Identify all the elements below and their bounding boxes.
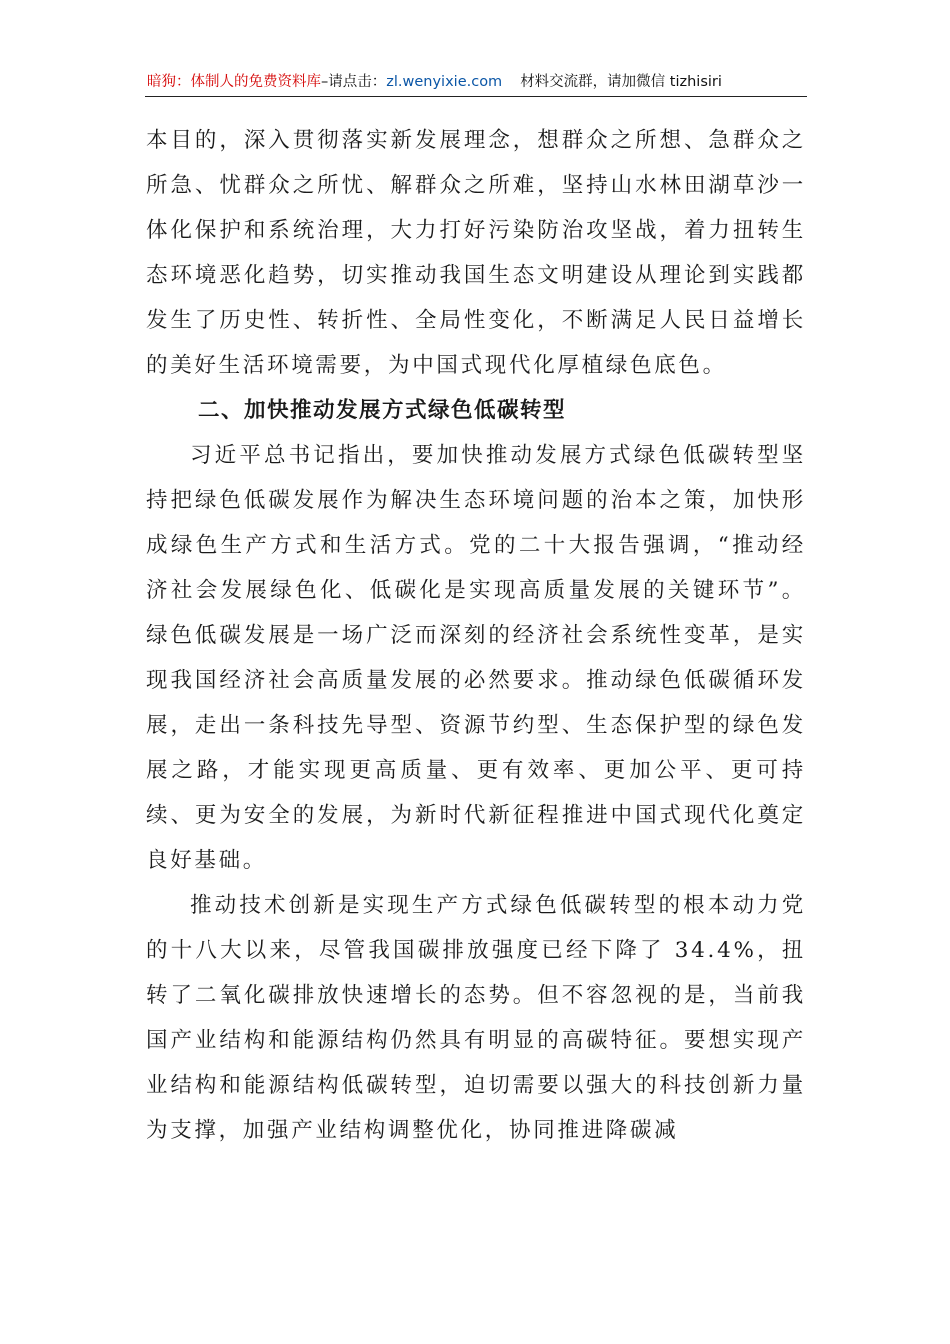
paragraph-green-transition: 习近平总书记指出，要加快推动发展方式绿色低碳转型坚持把绿色低碳发展作为解决生态环境问题的治本之策，加快形成绿色生产方式和生活方式。党的二十大报告强调，“推动经济社会发展绿色化、低碳化是实现高质量发展的关键环节”。绿色低碳发展是一场广泛而深刻的经济社会系统性变革，是实现我国经济社会高质量发展的必然要求。推动绿色低碳循环发展，走出一条科技先导型、资源节约型、生态保护型的绿色发展之路，才能实现更高质量、更有效率、更加公平、更可持续、更为安全的发展，为新时代新征程推进中国式现代化奠定良好基础。 (146, 443, 806, 873)
header-group-note: 材料交流群，请加微信 tizhisiri (520, 74, 722, 90)
paragraph-tech-innovation: 推动技术创新是实现生产方式绿色低碳转型的根本动力党的十八大以来，尽管我国碳排放强度已经下降了 34.4%，扭转了二氧化碳排放快速增长的态势。但不容忽视的是，当前我国产业结构和能源结构仍然具有明显的高碳特征。要想实现产业结构和能源结构低碳转型，迫切需要以强大的科技创新力量为支撑，加强产业结构调整优化，协同推进降碳减 (146, 893, 806, 1143)
header-url-link[interactable]: zl.wenyixie.com (386, 74, 503, 90)
page-header (147, 70, 807, 94)
header-click-prompt: –请点击： (321, 74, 387, 90)
paragraph-continued: 本目的，深入贯彻落实新发展理念，想群众之所想、急群众之所急、忧群众之所忧、解群众之所难，坚持山水林田湖草沙一体化保护和系统治理，大力打好污染防治攻坚战，着力扭转生态环境恶化趋势，切实推动我国生态文明建设从理论到实践都发生了历史性、转折性、全局性变化，不断满足人民日益增长的美好生活环境需要，为中国式现代化厚植绿色底色。 (146, 128, 806, 378)
document-body (146, 118, 806, 1153)
header-divider (145, 96, 807, 97)
section-heading: 二、加快推动发展方式绿色低碳转型 (198, 398, 567, 423)
header-site-name: 暗狗：体制人的免费资料库 (147, 74, 321, 90)
